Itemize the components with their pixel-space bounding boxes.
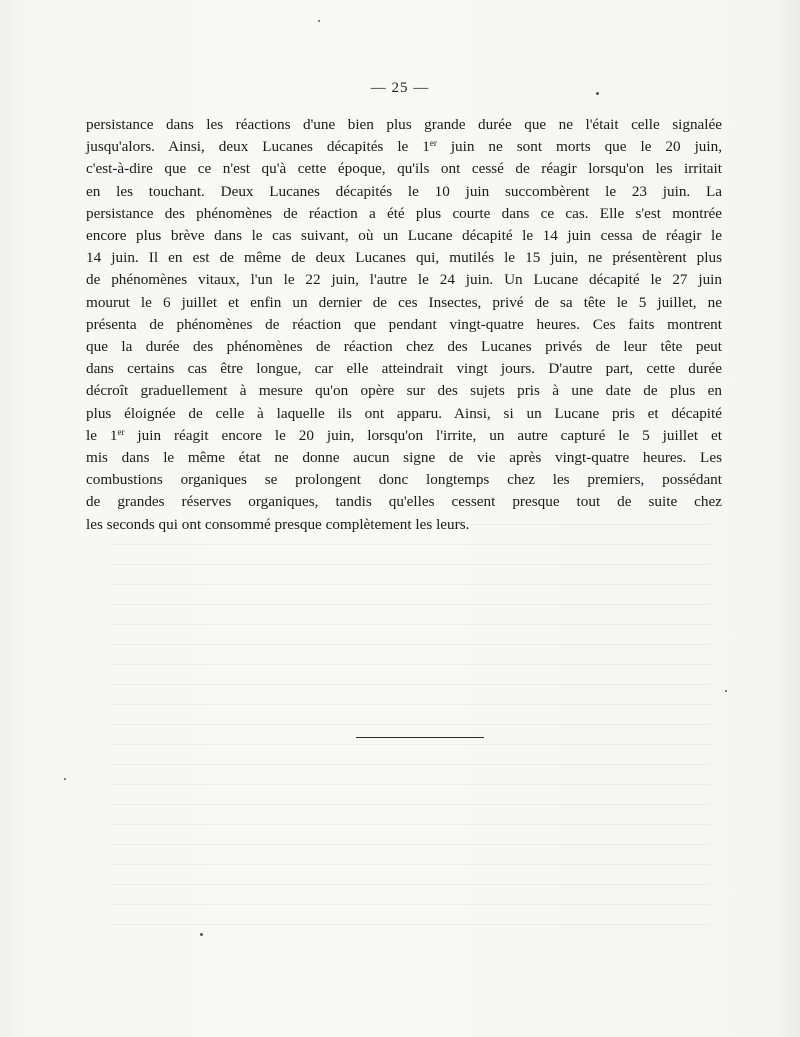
paper-speck: [64, 778, 66, 780]
text-line-16: mis dans le même état ne donne aucun signe de vie après vingt-quatre heures. Les: [86, 449, 722, 467]
superscript-er-2: er: [117, 426, 125, 437]
paper-speck: [200, 933, 203, 936]
text-line-15-end: juin réagit encore le 20 juin, lorsqu'on l'irrite, un autre capturé le 5 juillet et: [124, 426, 722, 444]
text-line-17: combustions organiques se prolongent donc longtemps chez les premiers, possédant: [86, 471, 722, 489]
text-line-2: [86, 136, 722, 158]
text-line-19: les seconds qui ont consommé presque complètement les leurs.: [86, 515, 470, 533]
text-line-14: plus éloignée de celle à laquelle ils ont apparu. Ainsi, si un Lucane pris et décapité: [86, 404, 722, 422]
text-line-9: mourut le 6 juillet et enfin un dernier de ces Insectes, privé de sa tête le 5 juillet, ne: [86, 293, 722, 311]
text-line-15-start: le 1: [86, 426, 118, 444]
body-paragraph: [86, 114, 722, 536]
paper-speck: [725, 690, 727, 692]
text-line-4: en les touchant. Deux Lucanes décapités le 10 juin succombèrent le 23 juin. La: [86, 182, 722, 200]
text-line-18: de grandes réserves organiques, tandis qu'elles cessent presque tout de suite chez: [86, 493, 722, 511]
text-line-12: dans certains cas être longue, car elle atteindrait vingt jours. D'autre part, cette durée: [86, 360, 722, 378]
paper-speck: [318, 20, 320, 22]
show-through-text: [110, 505, 710, 925]
page-number: — 25 —: [370, 80, 430, 96]
text-line-13: décroît graduellement à mesure qu'on opère sur des sujets pris à une date de plus en: [86, 382, 722, 400]
text-line-7: 14 juin. Il en est de même de deux Lucanes qui, mutilés le 15 juin, ne présentèrent plus: [86, 249, 722, 267]
text-line-15: [86, 425, 722, 447]
superscript-er: er: [429, 138, 437, 149]
text-line-10: présenta de phénomènes de réaction que pendant vingt-quatre heures. Ces faits montrent: [86, 315, 722, 333]
text-line-11: que la durée des phénomènes de réaction chez des Lucanes privés de leur tête peut: [86, 338, 722, 356]
text-line-6: encore plus brève dans le cas suivant, où un Lucane décapité le 14 juin cessa de réagir le: [86, 227, 722, 245]
text-line-8: de phénomènes vitaux, l'un le 22 juin, l'autre le 24 juin. Un Lucane décapité le 27 juin: [86, 271, 722, 289]
text-line-2-start: jusqu'alors. Ainsi, deux Lucanes décapités le 1: [86, 138, 430, 156]
paper-speck: [596, 92, 599, 95]
text-line-2-end: juin ne sont morts que le 20 juin,: [436, 138, 722, 156]
section-divider: [356, 737, 484, 738]
text-line-5: persistance des phénomènes de réaction a été plus courte dans ce cas. Elle s'est montrée: [86, 204, 722, 222]
text-line-3: c'est-à-dire que ce n'est qu'à cette époque, qu'ils ont cessé de réagir lorsqu'on les irritait: [86, 160, 722, 178]
text-line-1: persistance dans les réactions d'une bien plus grande durée que ne l'était celle signalée: [86, 116, 722, 133]
